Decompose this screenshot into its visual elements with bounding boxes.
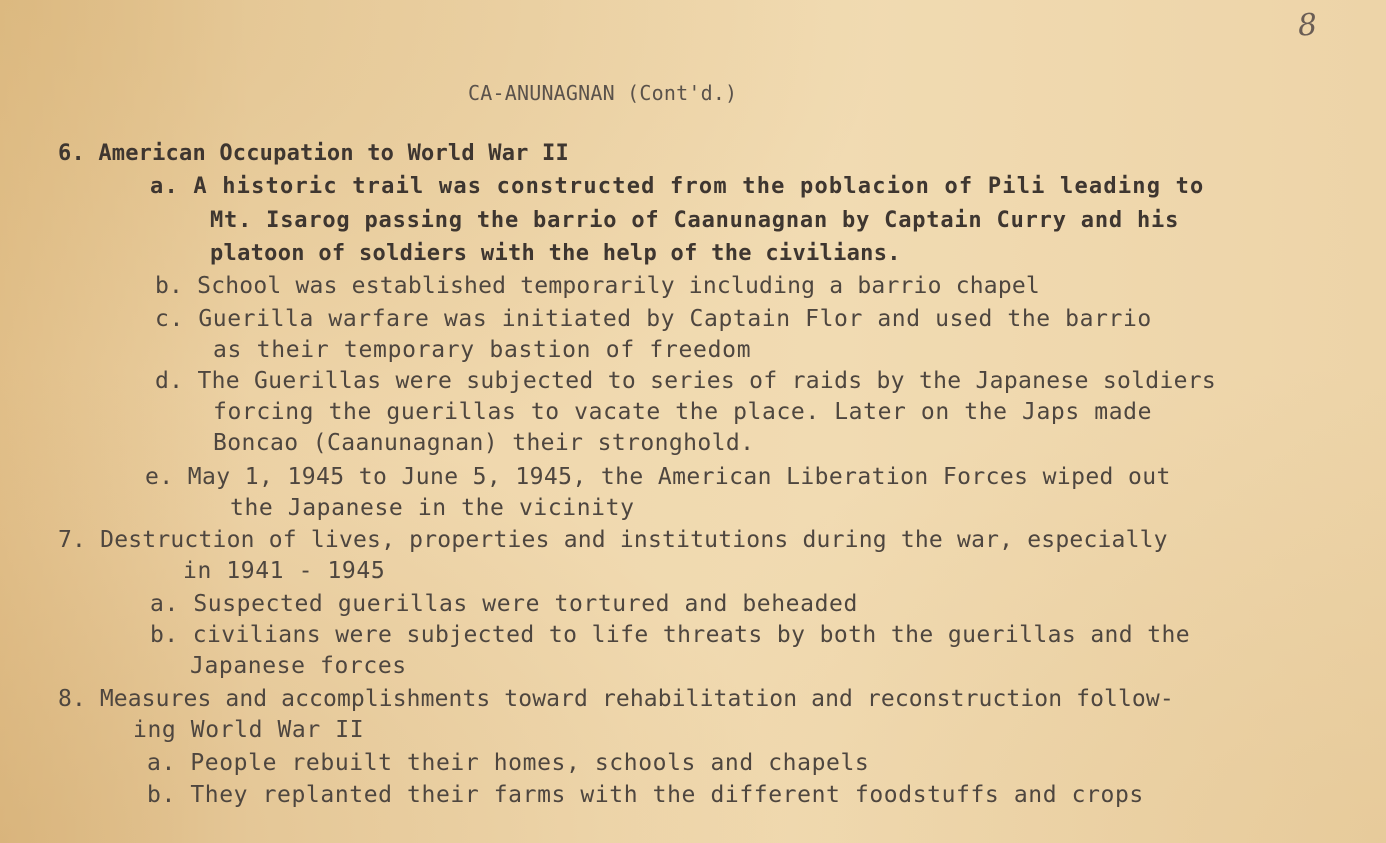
item-7b-line-2: Japanese forces: [190, 653, 407, 679]
item-8a: a. People rebuilt their homes, schools and chapels: [147, 750, 870, 776]
item-6d-line-2: forcing the guerillas to vacate the place. Later on the Japs made: [213, 399, 1153, 425]
page-number: 8: [1296, 7, 1319, 44]
item-6c-line-1: c. Guerilla warfare was initiated by Captain Flor and used the barrio: [155, 306, 1152, 332]
item-6c-line-2: as their temporary bastion of freedom: [213, 337, 752, 363]
item-6a-line-2: Mt. Isarog passing the barrio of Caanunagnan by Captain Curry and his: [210, 208, 1180, 233]
item-6b: b. School was established temporarily including a barrio chapel: [155, 273, 1040, 299]
item-6a-line-1: a. A historic trail was constructed from the poblacion of Pili leading to: [150, 174, 1205, 199]
page-title: CA-ANUNAGNAN (Cont'd.): [468, 81, 738, 105]
item-6a-line-3: platoon of soldiers with the help of the civilians.: [210, 241, 901, 266]
item-8b: b. They replanted their farms with the different foodstuffs and crops: [147, 782, 1144, 808]
section-7-heading-line-2: in 1941 - 1945: [183, 558, 386, 584]
item-7a: a. Suspected guerillas were tortured and beheaded: [150, 591, 858, 617]
item-7b-line-1: b. civilians were subjected to life threats by both the guerillas and the: [150, 622, 1191, 648]
section-8-heading-line-1: 8. Measures and accomplishments toward rehabilitation and reconstruction follow-: [58, 686, 1174, 712]
item-6e-line-1: e. May 1, 1945 to June 5, 1945, the American Liberation Forces wiped out: [145, 464, 1171, 490]
item-6e-line-2: the Japanese in the vicinity: [230, 495, 635, 521]
section-7-heading-line-1: 7. Destruction of lives, properties and institutions during the war, especially: [58, 527, 1168, 553]
section-6-heading: 6. American Occupation to World War II: [58, 141, 569, 166]
item-6d-line-3: Boncao (Caanunagnan) their stronghold.: [213, 430, 755, 456]
item-6d-line-1: d. The Guerillas were subjected to series of raids by the Japanese soldiers: [155, 368, 1217, 394]
section-8-heading-line-2: ing World War II: [133, 717, 365, 743]
